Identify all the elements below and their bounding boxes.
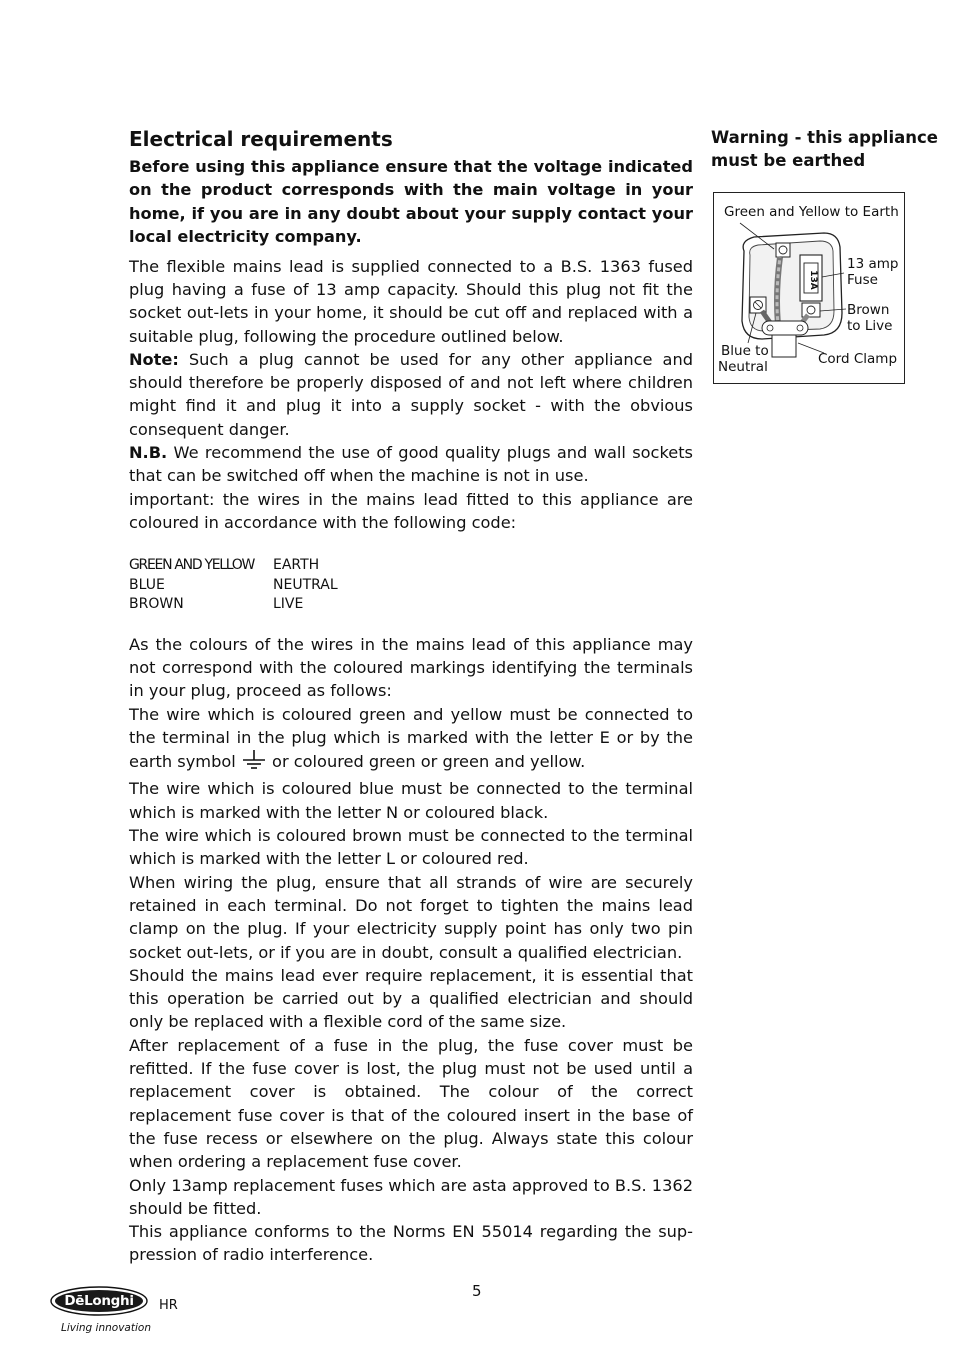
main-content xyxy=(129,126,693,1267)
instruction-fuse-type: Only 13amp replacement fuses which are asta approved to B.S. 1362 should be fitted. xyxy=(129,1175,693,1218)
note-text: Such a plug cannot be used for any other appliance and should therefore be properly disposed of and not left where children might find it and plug it into a supply socket - with the obvious consequent danger. xyxy=(129,349,693,439)
wire-function: EARTH xyxy=(273,557,320,574)
paragraph-note xyxy=(129,348,693,441)
instruction-earth xyxy=(129,703,693,778)
label-neutral-line2: Neutral xyxy=(718,359,768,375)
plug-wiring-diagram xyxy=(713,192,905,384)
earth-symbol-icon xyxy=(241,749,267,777)
wire-colour: BLUE xyxy=(129,576,165,593)
language-code: HR xyxy=(159,1298,178,1313)
paragraph-nb xyxy=(129,441,693,488)
brand-tagline: Living innovation xyxy=(61,1322,151,1334)
sidebar xyxy=(711,126,941,172)
wire-colour: GREEN AND YELLOW xyxy=(129,557,255,574)
delonghi-logo xyxy=(50,1286,148,1316)
instruction-replacement: Should the mains lead ever require replacement, it is essential that this operation be carried out by a qualified electrician and should only be replaced with a flexible cord of the same size. xyxy=(129,965,693,1032)
paragraph-important: important: the wires in the mains lead fitted to this appliance are coloured in accordance with the following code: xyxy=(129,489,693,532)
label-live-line2: to Live xyxy=(847,318,893,334)
wire-code-row xyxy=(129,556,693,576)
wire-colour: BROWN xyxy=(129,596,184,613)
brand-name: DēLonghi xyxy=(64,1293,134,1309)
page-number: 5 xyxy=(472,1282,482,1300)
nb-label: N.B. xyxy=(129,443,168,462)
intro-warning: Before using this appliance ensure that the voltage indicated on the product corresponds with the main voltage in your home, if you are in any doubt about your supply contact your local electricity company. xyxy=(129,157,693,247)
instruction-norms: This appliance conforms to the Norms EN 55014 regarding the sup-pression of radio interference. xyxy=(129,1222,693,1265)
label-earth: Green and Yellow to Earth xyxy=(724,204,899,220)
section-title: Electrical requirements xyxy=(129,127,393,151)
label-fuse-line1: 13 amp xyxy=(847,256,899,272)
fuse-marking: 13A xyxy=(807,270,818,290)
paragraph-plug: The flexible mains lead is supplied connected to a B.S. 1363 fused plug having a fuse of 13 amp capacity. Should this plug not fit the socket out-lets in your home, it should be cut off and replaced with a suitable plug, following the procedure outlined below. xyxy=(129,256,693,346)
label-cord-clamp: Cord Clamp xyxy=(818,351,898,367)
wire-function: NEUTRAL xyxy=(273,576,338,593)
wire-function: LIVE xyxy=(273,596,304,613)
label-live-line1: Brown xyxy=(847,302,890,318)
note-label: Note: xyxy=(129,349,179,369)
instruction-neutral: The wire which is coloured blue must be connected to the terminal which is marked with the letter N or coloured black. xyxy=(129,779,693,822)
nb-text: We recommend the use of good quality plugs and wall sockets that can be switched off when the machine is not in use. xyxy=(129,443,693,486)
instruction-earth-text-a: The wire which is coloured green and yellow must be connected to the terminal in the plug which is marked with the letter E or by the earth symbol xyxy=(129,704,693,772)
instruction-intro: As the colours of the wires in the mains lead of this appliance may not correspond with the coloured markings identifying the terminals in your plug, proceed as follows: xyxy=(129,634,693,701)
instruction-earth-text-b: or coloured green or green and yellow. xyxy=(266,752,586,772)
earth-warning: Warning - this appliance must be earthed xyxy=(711,128,938,170)
instruction-fuse-cover: After replacement of a fuse in the plug, the fuse cover must be refitted. If the fuse cover is lost, the plug must not be used until a replacement cover is obtained. The colour of the correct replacement fuse cover is that of the coloured insert in the base of the fuse recess or elsewhere on the plug. Always state this colour when ordering a replacement fuse cover. xyxy=(129,1035,693,1172)
wire-code-row xyxy=(129,595,693,615)
instruction-strands: When wiring the plug, ensure that all strands of wire are securely retained in each terminal. Do not forget to tighten the mains lead clamp on the plug. If your electricity supply point has only two pin socket out-lets, or if you are in doubt, consult a qualified electrician. xyxy=(129,872,693,962)
label-fuse-line2: Fuse xyxy=(847,272,878,288)
label-neutral-line1: Blue to xyxy=(721,343,769,359)
wire-code-table xyxy=(129,556,693,615)
wire-code-row xyxy=(129,576,693,596)
instruction-live: The wire which is coloured brown must be connected to the terminal which is marked with the letter L or coloured red. xyxy=(129,826,693,869)
